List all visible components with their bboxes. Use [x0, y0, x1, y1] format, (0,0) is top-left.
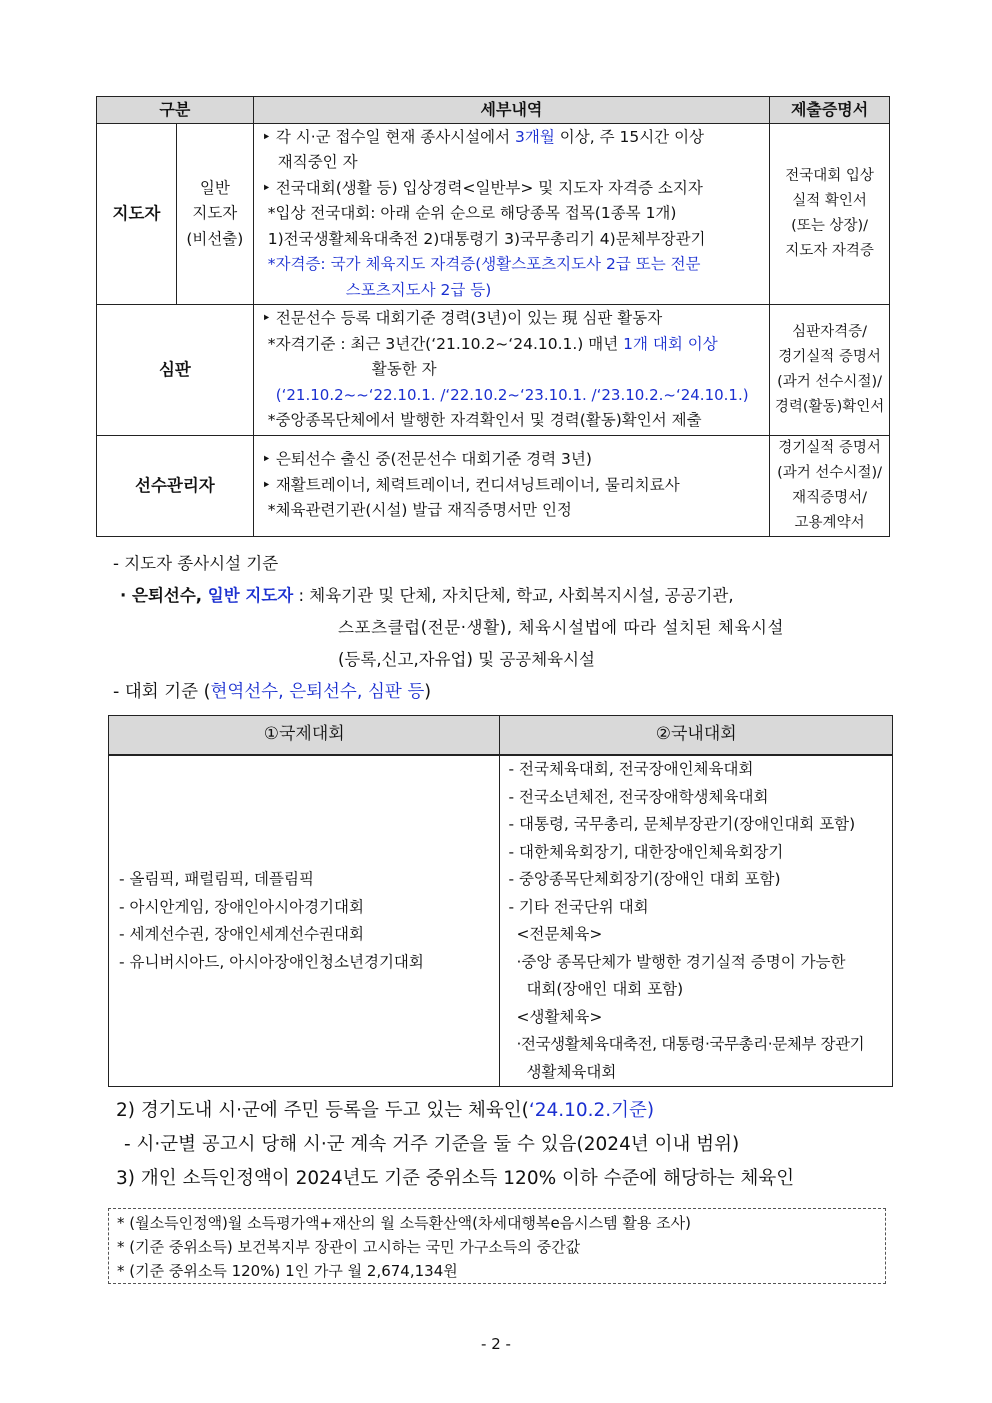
- proof-line: 심판자격증/: [792, 323, 868, 340]
- coach-details: [253, 123, 769, 305]
- eligibility-table: [96, 96, 890, 537]
- facility-label-highlight: 일반 지도자: [207, 586, 294, 605]
- proof-line: 전국대회 입상: [785, 167, 874, 184]
- competition-table: [108, 715, 893, 1087]
- list-item: - 대한체육회장기, 대한장애인체육회장기: [508, 842, 784, 861]
- detail-text: 1)전국생활체육대축전 2)대통령기 3)국무총리기 4)문체부장관기: [267, 229, 706, 248]
- header-domestic: ②국내대회: [500, 716, 893, 756]
- international-list: [109, 755, 500, 1087]
- header-proof: 제출증명서: [770, 97, 890, 124]
- list-item: - 전국소년체전, 전국장애학생체육대회: [508, 787, 769, 806]
- detail-text: 이상, 주 15시간 이상: [554, 127, 705, 146]
- list-item: - 중앙종목단체회장기(장애인 대회 포함): [508, 870, 781, 888]
- table-row: [109, 755, 893, 1087]
- proof-line: (또는 상장)/: [791, 217, 868, 234]
- detail-text: *체육관련기관(시설) 발급 재직증명서만 인정: [267, 501, 572, 520]
- coach-proof: [770, 123, 890, 305]
- facility-text: 스포츠클럽(전문·생활), 체육시설법에 따라 설치된 체육시설: [338, 618, 785, 637]
- row-label-coach: 지도자: [97, 123, 177, 305]
- list-item: - 전국체육대회, 전국장애인체육대회: [508, 760, 754, 778]
- detail-text: 스포츠지도사 2급 등): [345, 280, 492, 299]
- list-item: - 대통령, 국무총리, 문체부장관기(장애인대회 포함): [508, 815, 856, 833]
- list-item: 생활체육대회: [526, 1062, 617, 1081]
- detail-text: ‣ 은퇴선수 출신 중(전문선수 대회기준 경력 3년): [261, 450, 592, 469]
- proof-line: 경기실적 증명서: [778, 439, 881, 456]
- list-item: <생활체육>: [516, 1007, 603, 1026]
- proof-line: 경력(활동)확인서: [774, 398, 885, 415]
- proof-line: 고용계약서: [794, 514, 865, 531]
- list-item: - 올림픽, 패럴림픽, 데플림픽: [119, 870, 314, 888]
- detail-text: ‣ 각 시·군 접수일 현재 종사시설에서: [261, 127, 516, 146]
- facility-label: · 은퇴선수,: [120, 586, 208, 605]
- detail-text: *자격기준 : 최근 3년간(‘21.10.2~‘24.10.1.) 매년: [267, 334, 624, 353]
- proof-line: 실적 확인서: [792, 192, 867, 209]
- page-number: - 2 -: [481, 1335, 511, 1353]
- list-item: <전문체육>: [516, 925, 603, 943]
- detail-text: 활동한 자: [371, 360, 437, 378]
- sublabel-line: 지도자: [192, 204, 238, 222]
- note-line: * (기준 중위소득 120%) 1인 가구 월 2,674,134원: [117, 1262, 458, 1280]
- referee-details: [253, 305, 769, 436]
- row-sublabel-general-coach: [176, 123, 253, 305]
- competition-title: [113, 678, 431, 703]
- facility-text: (등록,신고,자유업) 및 공공체육시설: [338, 650, 595, 669]
- detail-text: (‘21.10.2~~‘22.10.1. /‘22.10.2~‘23.10.1. /‘23.10.2.~‘24.10.1.): [275, 385, 749, 404]
- detail-text: ‣ 재활트레이너, 체력트레이너, 컨디셔닝트레이너, 물리치료사: [261, 475, 680, 494]
- note-line: * (월소득인정액)월 소득평가액+재산의 월 소득환산액(차세대행복e음시스템 활용 조사): [117, 1214, 691, 1232]
- manager-proof: [770, 435, 890, 536]
- header-details: 세부내역: [253, 97, 769, 124]
- detail-text: ‣ 전국대회(생활 등) 입상경력<일반부> 및 지도자 자격증 소지자: [261, 178, 703, 197]
- proof-line: 지도자 자격증: [785, 242, 874, 259]
- criteria-3: 3) 개인 소득인정액이 2024년도 기준 중위소득 120% 이하 수준에 해당하는 체육인: [116, 1168, 795, 1189]
- header-category: 구분: [97, 97, 254, 124]
- row-label-manager: 선수관리자: [97, 435, 254, 536]
- highlight-text: 3개월: [515, 127, 555, 146]
- list-item: - 아시안게임, 장애인아시아경기대회: [119, 897, 364, 916]
- detail-text: *중앙종목단체에서 발행한 자격확인서 및 경력(활동)확인서 제출: [267, 411, 702, 429]
- list-item: - 기타 전국단위 대회: [508, 897, 649, 916]
- proof-line: 경기실적 증명서: [778, 348, 881, 365]
- detail-text: *입상 전국대회: 아래 순위 순으로 해당종목 접목(1종목 1개): [267, 204, 677, 222]
- note-line: * (기준 중위소득) 보건복지부 장관이 고시하는 국민 가구소득의 중간값: [117, 1238, 581, 1256]
- criteria-2: [116, 1096, 654, 1122]
- highlight-text: 1개 대회 이상: [623, 334, 718, 353]
- table-row: [97, 123, 890, 305]
- header-international: ①국제대회: [109, 716, 500, 756]
- competition-title-text: - 대회 기준 (: [113, 682, 211, 702]
- proof-line: (과거 선수시절)/: [777, 373, 882, 390]
- detail-text: ‣ 전문선수 등록 대회기준 경력(3년)이 있는 現 심판 활동자: [261, 309, 663, 327]
- facility-text: : 체육기관 및 단체, 자치단체, 학교, 사회복지시설, 공공기관,: [293, 586, 734, 605]
- list-item: - 세계선수권, 장애인세계선수권대회: [119, 925, 364, 943]
- row-label-referee: 심판: [97, 305, 254, 436]
- table-row: [97, 435, 890, 536]
- table-row: [97, 305, 890, 436]
- table-header-row: [109, 716, 893, 756]
- criteria-2-text: 2) 경기도내 시·군에 주민 등록을 두고 있는 체육인(: [116, 1100, 529, 1121]
- list-item: - 유니버시아드, 아시아장애인청소년경기대회: [119, 952, 424, 971]
- domestic-list: [500, 755, 893, 1087]
- sublabel-line: (비선출): [186, 229, 244, 248]
- sublabel-line: 일반: [199, 178, 230, 197]
- list-item: ·중앙 종목단체가 발행한 경기실적 증명이 가능한: [516, 952, 846, 971]
- detail-text: 재직중인 자: [277, 153, 358, 171]
- list-item: ·전국생활체육대축전, 대통령·국무총리·문체부 장관기: [516, 1035, 865, 1053]
- table-header-row: [97, 97, 890, 124]
- facility-title: - 지도자 종사시설 기준: [113, 554, 279, 573]
- competition-title-text: ): [424, 682, 432, 702]
- income-notes-box: [108, 1208, 886, 1284]
- proof-line: (과거 선수시절)/: [777, 464, 882, 481]
- criteria-2-highlight: ‘24.10.2.기준): [528, 1100, 655, 1121]
- referee-proof: [770, 305, 890, 436]
- proof-line: 재직증명서/: [792, 489, 868, 506]
- list-item: 대회(장애인 대회 포함): [526, 980, 684, 998]
- detail-text: *자격증: 국가 체육지도 자격증(생활스포츠지도사 2급 또는 전문: [267, 255, 701, 273]
- facility-line: [120, 582, 734, 606]
- criteria-2-sub: - 시·군별 공고시 당해 시·군 계속 거주 기준을 둘 수 있음(2024년 이내 범위): [124, 1134, 740, 1155]
- manager-details: [253, 435, 769, 536]
- competition-title-highlight: 현역선수, 은퇴선수, 심판 등: [210, 682, 425, 702]
